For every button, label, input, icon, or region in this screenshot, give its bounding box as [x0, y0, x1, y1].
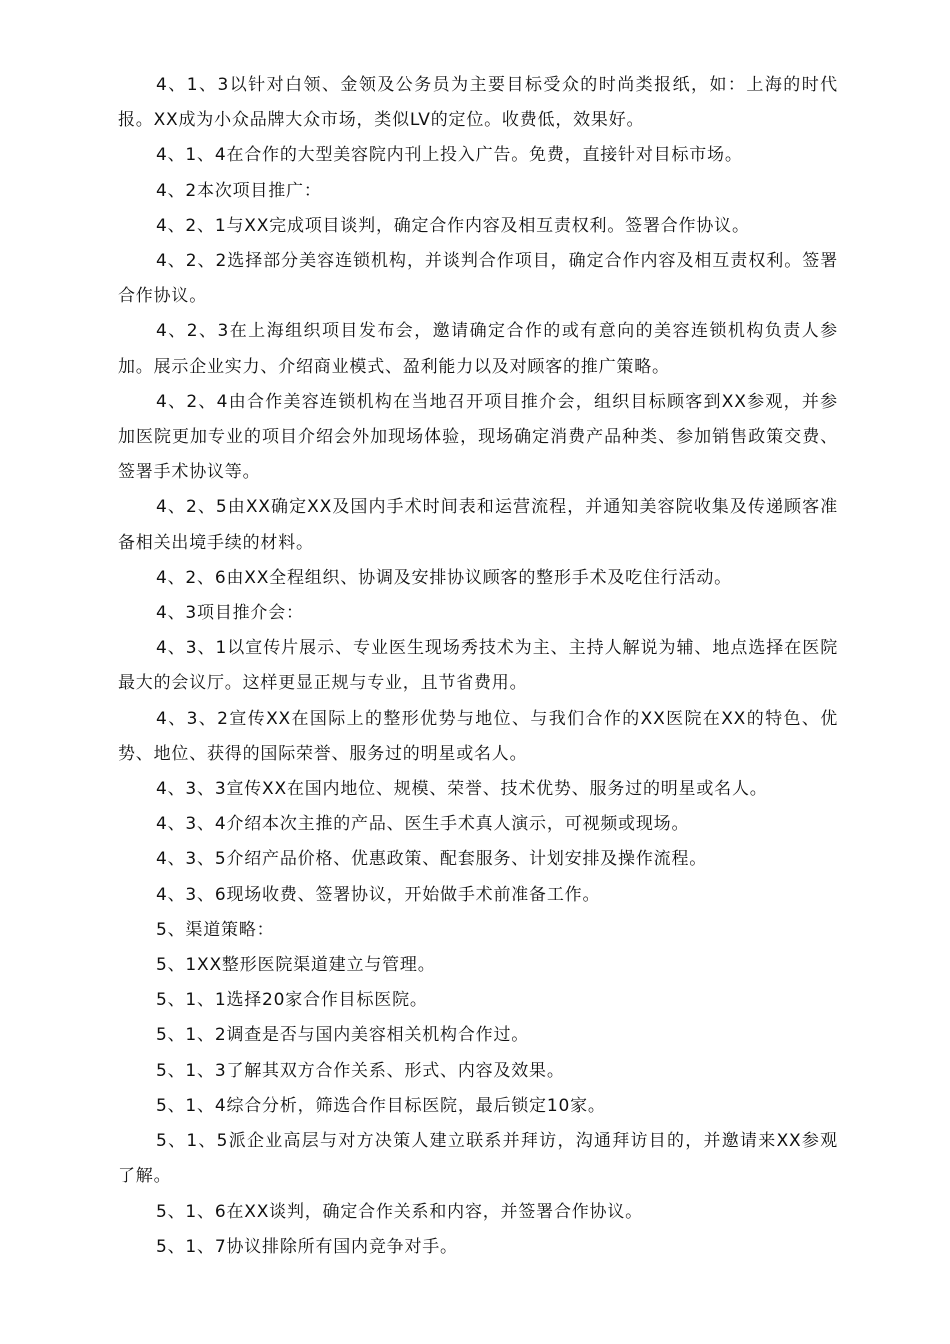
- section-heading: 5、渠道策略：: [156, 919, 275, 940]
- paragraph: 4、2、2选择部分美容连锁机构，并谈判合作项目，确定合作内容及相互责权利。签署合作协议。: [118, 251, 838, 307]
- paragraph: 5、1、6在XX谈判，确定合作关系和内容，并签署合作协议。: [156, 1201, 643, 1222]
- subsection-heading: 5、1XX整形医院渠道建立与管理。: [156, 955, 436, 976]
- paragraph: 4、3、6现场收费、签署协议，开始做手术前准备工作。: [156, 884, 601, 905]
- paragraph: 5、1、3了解其双方合作关系、形式、内容及效果。: [156, 1060, 565, 1081]
- paragraph: 5、1、1选择20家合作目标医院。: [156, 990, 428, 1011]
- paragraph: 5、1、4综合分析，筛选合作目标医院，最后锁定10家。: [156, 1095, 606, 1116]
- paragraph: 4、3、1以宣传片展示、专业医生现场秀技术为主、主持人解说为辅、地点选择在医院最大的会议厅。这样更显正规与专业，且节省费用。: [118, 638, 838, 694]
- paragraph: 4、1、3以针对白领、金领及公务员为主要目标受众的时尚类报纸，如：上海的时代报。XX成为小众品牌大众市场，类似LV的定位。收费低，效果好。: [118, 75, 838, 131]
- paragraph: 4、2、5由XX确定XX及国内手术时间表和运营流程，并通知美容院收集及传递顾客准备相关出境手续的材料。: [118, 497, 838, 553]
- paragraph: 5、1、5派企业高层与对方决策人建立联系并拜访，沟通拜访目的，并邀请来XX参观了解。: [118, 1131, 838, 1187]
- paragraph: 4、2、1与XX完成项目谈判，确定合作内容及相互责权利。签署合作协议。: [156, 215, 750, 236]
- document-body: [118, 68, 838, 1265]
- paragraph: 4、3、5介绍产品价格、优惠政策、配套服务、计划安排及操作流程。: [156, 849, 708, 870]
- paragraph: 4、2、6由XX全程组织、协调及安排协议顾客的整形手术及吃住行活动。: [156, 567, 732, 588]
- section-heading: 4、3项目推介会：: [156, 603, 304, 624]
- paragraph: 4、2、4由合作美容连锁机构在当地召开项目推介会，组织目标顾客到XX参观，并参加医院更加专业的项目介绍会外加现场体验，现场确定消费产品种类、参加销售政策交费、签署手术协议等。: [118, 391, 838, 483]
- paragraph: 5、1、2调查是否与国内美容相关机构合作过。: [156, 1025, 530, 1046]
- paragraph: 4、3、4介绍本次主推的产品、医生手术真人演示，可视频或现场。: [156, 814, 690, 835]
- paragraph: 5、1、7协议排除所有国内竞争对手。: [156, 1236, 458, 1257]
- paragraph: 4、3、3宣传XX在国内地位、规模、荣誉、技术优势、服务过的明星或名人。: [156, 779, 768, 800]
- paragraph: 4、2、3在上海组织项目发布会，邀请确定合作的或有意向的美容连锁机构负责人参加。展示企业实力、介绍商业模式、盈利能力以及对顾客的推广策略。: [118, 321, 838, 377]
- paragraph: 4、3、2宣传XX在国际上的整形优势与地位、与我们合作的XX医院在XX的特色、优势、地位、获得的国际荣誉、服务过的明星或名人。: [118, 708, 838, 764]
- section-heading: 4、2本次项目推广：: [156, 180, 322, 201]
- paragraph: 4、1、4在合作的大型美容院内刊上投入广告。免费，直接针对目标市场。: [156, 145, 743, 166]
